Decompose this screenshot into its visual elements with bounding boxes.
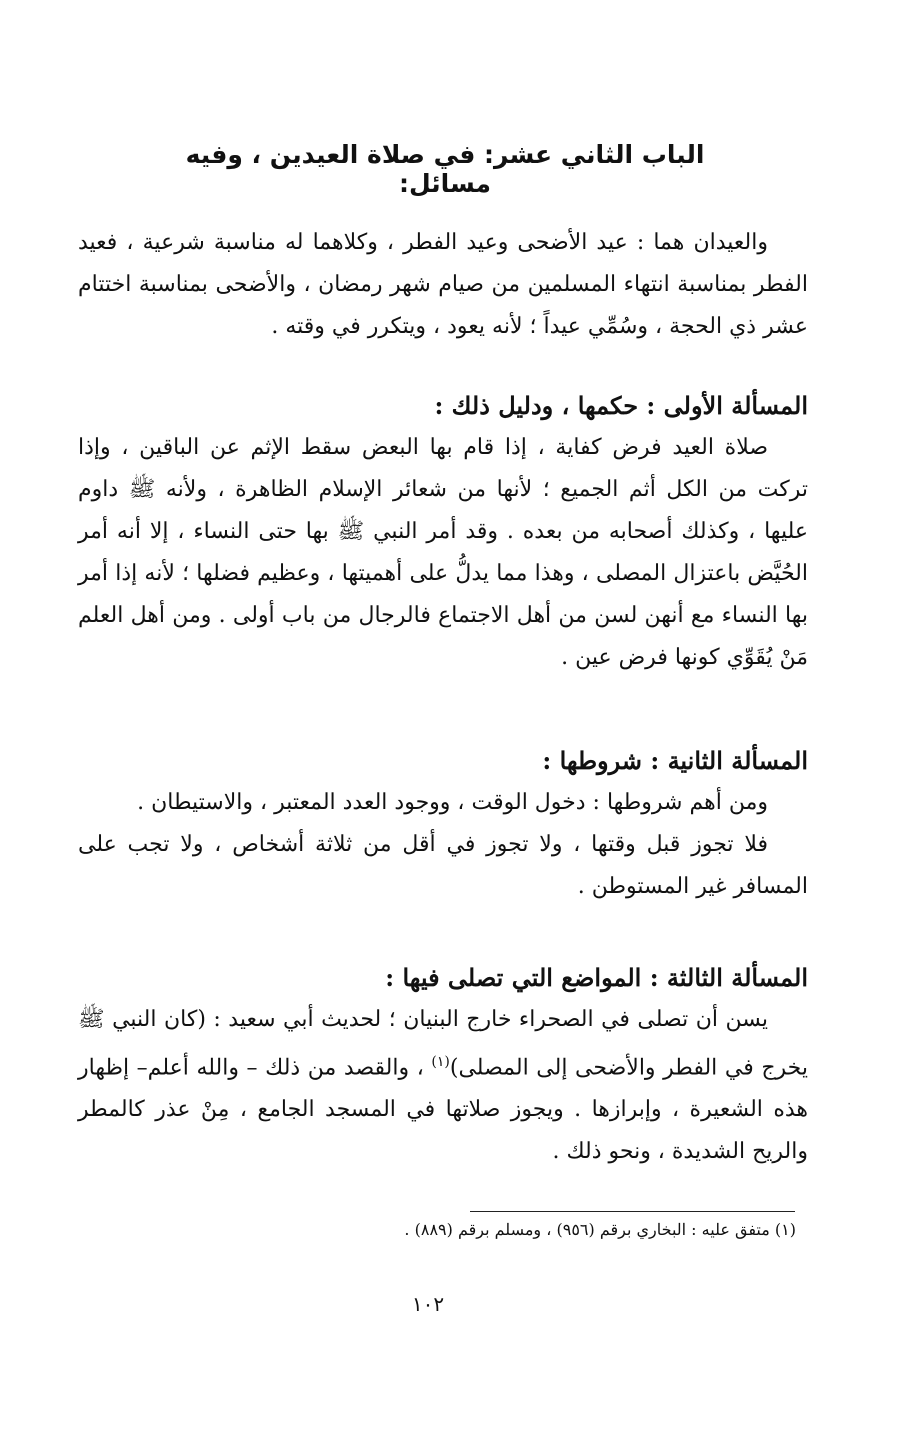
section-2-heading: المسألة الثانية : شروطها :	[542, 746, 808, 775]
section-2	[78, 740, 808, 908]
footnote-marker: (١)	[431, 1054, 450, 1070]
page-number: ١٠٢	[411, 1292, 445, 1316]
section-1-heading: المسألة الأولى : حكمها ، ودليل ذلك :	[434, 391, 808, 420]
section-3-paragraph	[78, 999, 808, 1173]
section-3-text-before-note: يسن أن تصلى في الصحراء خارج البنيان ؛ لحديث أبي سعيد : (كان النبي ﷺ يخرج في الفطر والأضحى إلى المصلى)	[78, 1007, 808, 1081]
intro-block	[78, 222, 808, 348]
chapter-title: الباب الثاني عشر: في صلاة العيدين ، وفيه مسائل:	[185, 140, 705, 198]
intro-paragraph: والعيدان هما : عيد الأضحى وعيد الفطر ، وكلاهما له مناسبة شرعية ، فعيد الفطر بمناسبة انتهاء المسلمين من صيام شهر رمضان ، والأضحى بمناسبة اختتام عشر ذي الحجة ، وسُمِّي عيداً ؛ لأنه يعود ، ويتكرر في وقته .	[78, 230, 808, 339]
section-1-paragraph: صلاة العيد فرض كفاية ، إذا قام بها البعض سقط الإثم عن الباقين ، وإذا تركت من الكل أثم الجميع ؛ لأنها من شعائر الإسلام الظاهرة ، ولأنه ﷺ داوم عليها ، وكذلك أصحابه من بعده . وقد أمر النبي ﷺ بها حتى النساء ، إلا أنه أمر الحُيَّض باعتزال المصلى ، وهذا مما يدلُّ على أهميتها ، وعظيم فضلها ؛ لأنه إذا أمر بها النساء مع أنهن لسن من أهل الاجتماع فالرجال من باب أولى . ومن أهل العلم مَنْ يُقَوِّي كونها فرض عين .	[78, 435, 808, 670]
section-1	[78, 385, 808, 679]
section-2-paragraph-1: ومن أهم شروطها : دخول الوقت ، ووجود العدد المعتبر ، والاستيطان .	[137, 790, 768, 815]
section-3	[78, 957, 808, 1173]
footnote: (١) متفق عليه : البخاري برقم (٩٥٦) ، ومسلم برقم (٨٨٩) .	[404, 1220, 796, 1239]
section-3-text-after-note: ، والقصد من ذلك – والله أعلم– إظهار هذه الشعيرة ، وإبرازها . ويجوز صلاتها في المسجد الجامع ، مِنْ عذر كالمطر والريح الشديدة ، ونحو ذلك .	[78, 1055, 808, 1165]
footnote-divider	[470, 1211, 795, 1212]
section-3-heading: المسألة الثالثة : المواضع التي تصلى فيها :	[385, 963, 808, 992]
section-2-paragraph-2: فلا تجوز قبل وقتها ، ولا تجوز في أقل من ثلاثة أشخاص ، ولا تجب على المسافر غير المستوطن .	[78, 832, 808, 899]
